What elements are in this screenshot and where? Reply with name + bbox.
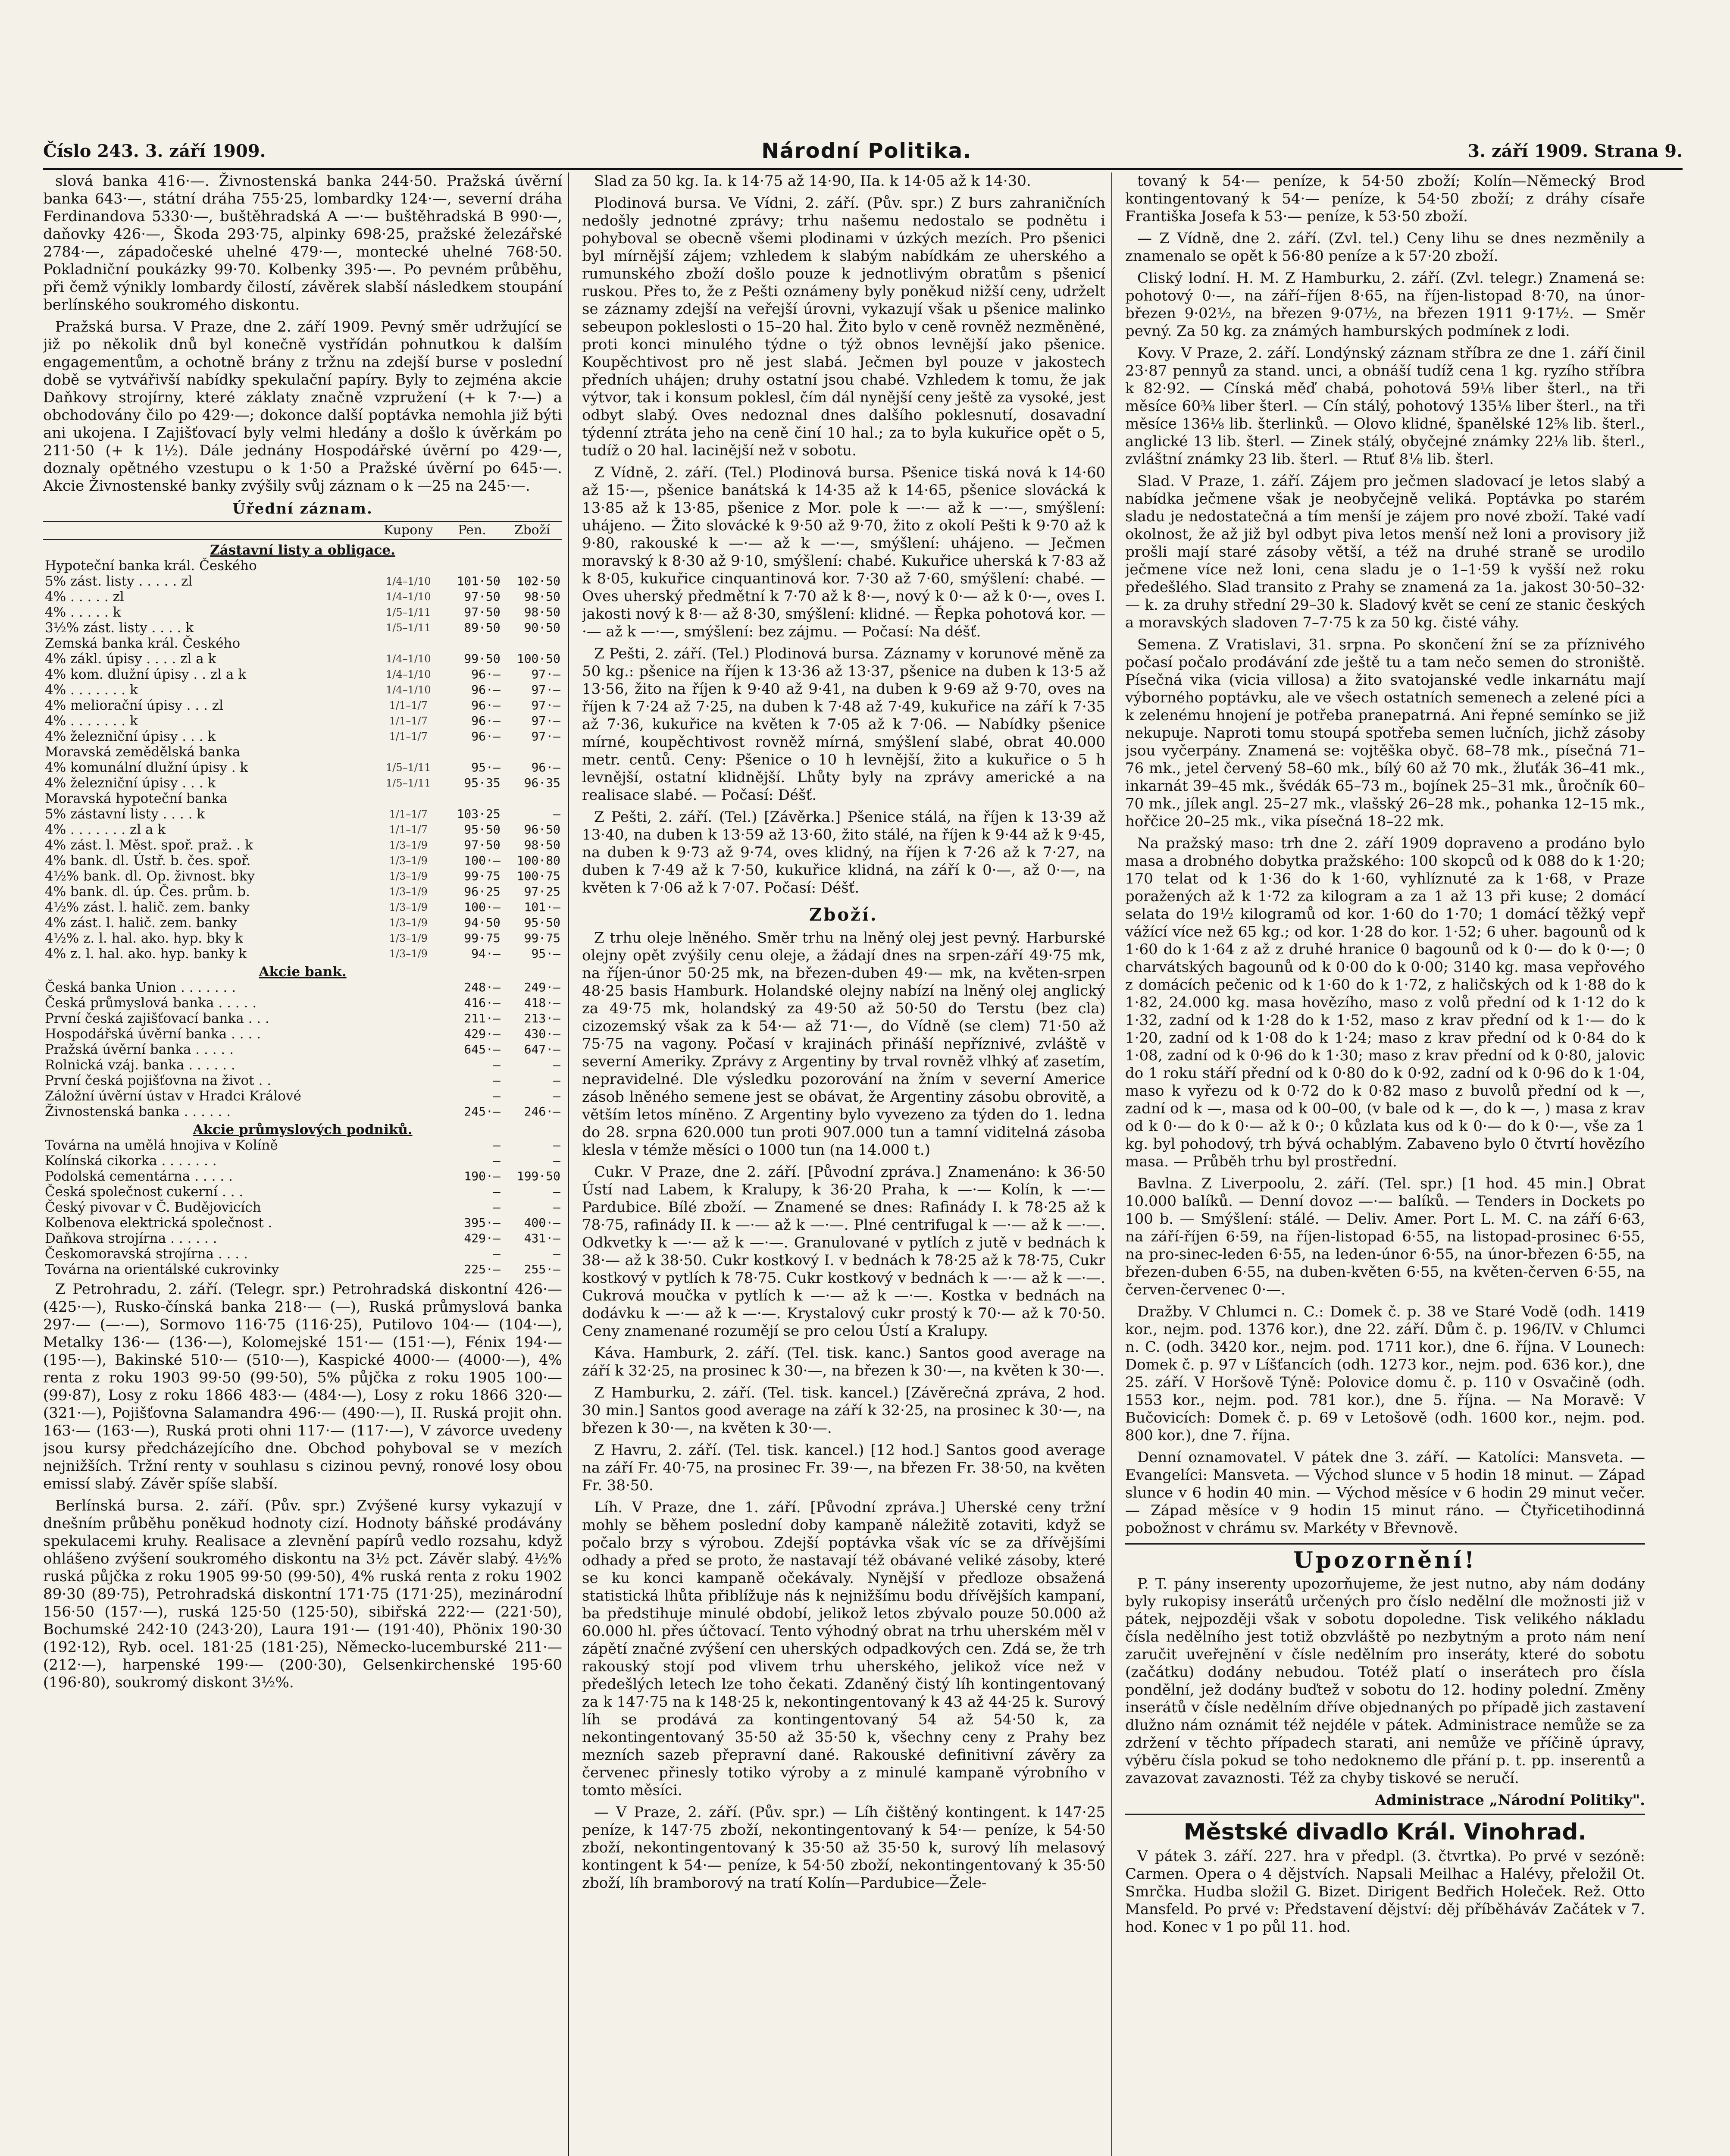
table-row	[43, 1073, 562, 1088]
cell-name: Továrna na umělá hnojiva v Kolíně	[45, 1138, 278, 1153]
cell-name: Česká průmyslová banka . . . . .	[45, 995, 257, 1011]
vienna-bourse-report: slová banka 416·—. Živnostenská banka 244·50. Pražská úvěrní banka 643·—, státní dráha 755·25, lombardky 124·—, severní dráha Ferdinandova 5330·—, buštěhradská A —·— buštěhradská B 990·—, daňovky 426·—, Škoda 293·75, alpinky 698·25, pražské železářské 2784·—, západočeské uhelné 479·—, montecké uhelné 768·50. Pokladniční poukázky 99·70. Kolbenky 395·—. Po pevném průběhu, při čemž výnikly lombardy čilostí, závěrek slabší následkem stoupání berlínského soukromého diskontu.	[43, 172, 562, 313]
cell-kup: 1/5–1/11	[385, 777, 431, 789]
securities-table-body	[43, 539, 562, 1277]
cell-name: 4% bank. dl. úp. Čes. prům. b.	[45, 884, 250, 899]
cell-name: 4% zást. l. Měst. spoř. praž. . k	[45, 837, 253, 853]
table-row	[43, 775, 562, 791]
cell-kup	[375, 1138, 442, 1153]
cell-kup: 1/1–1/7	[389, 699, 428, 711]
coffee-hamburg-closing: Z Hamburku, 2. září. (Tel. tisk. kancel.) [Závěrečná zpráva, 2 hod. 30 min.] Santos good average na září k 32·25, na prosinec k 30·—, na březen k 30·—, na květen k 30·—.	[582, 1384, 1105, 1437]
cell-pen	[442, 558, 502, 573]
cell-zbozi: 96·35	[524, 776, 560, 790]
table-row	[43, 1138, 562, 1153]
cell-pen: —	[493, 1058, 501, 1072]
table-row	[43, 1169, 562, 1184]
cell-pen: 100·—	[464, 900, 501, 914]
cell-kup: 1/4–1/10	[385, 668, 431, 680]
cell-pen: —	[493, 1073, 501, 1087]
cell-zbozi: —	[553, 1200, 560, 1214]
cell-zbozi: 102·50	[516, 574, 560, 588]
cell-zbozi: 249·—	[524, 980, 560, 994]
cell-pen: 645·—	[464, 1042, 501, 1056]
cell-name: 3½% zást. listy . . . . k	[45, 620, 194, 636]
cell-zbozi: 97·—	[531, 698, 560, 712]
cell-zbozi: 255·—	[524, 1262, 560, 1276]
table-row	[43, 698, 562, 713]
section-label: Akcie bank.	[259, 964, 347, 980]
cell-zbozi: —	[553, 1073, 560, 1087]
cell-pen: —	[493, 1200, 501, 1214]
cell-pen: 95·—	[471, 760, 501, 774]
col-header-pen: Pen.	[442, 521, 502, 539]
table-row	[43, 1104, 562, 1119]
cell-name: 4% zákl. úpisy . . . . zl a k	[45, 651, 216, 667]
securities-table	[43, 521, 562, 1277]
cell-pen	[442, 636, 502, 651]
cell-zbozi: 95·—	[531, 946, 560, 961]
page-number: 3. září 1909. Strana 9.	[1467, 141, 1683, 161]
column-3	[1125, 172, 1651, 2156]
daily-notices: Denní oznamovatel. V pátek dne 3. září. — Katolíci: Mansveta. — Evangelíci: Mansveta. — Východ slunce v 5 hodin 18 minut. — Západ slunce v 6 hodin 40 min. — Východ měsíce v 6 hodin 29 minut večer. — Západ měsíce v 9 hodin 15 minut ráno. — Čtyřicetihodinná pobožnost v chrámu sv. Markéty v Břevnově.	[1125, 1449, 1645, 1537]
linseed-oil-market: Z trhu oleje lněného. Směr trhu na lněný olej jest pevný. Harburské olejny opět zvýšily cenu oleje, a žádají dnes na srpen-září 49·75 mk, na říjen-únor 50·25 mk, na březen-duben 49·— mk, na květen-srpen 48·25 basis Hamburk. Holandské olejny nabízí na lněný olej anglický za 49·75 mk, holandský za 49·50 až 50·50 do Terstu (bez cla) cizozemský však za k 54·— až 71·—, do Vídně (se clem) 71·50 až 75·75 na vagony. Počasí v krajinách přináší nepříznivé, zvláště v severní Ameriky. Zprávy z Argentiny by trval rovněž vlhký ať zasetím, nepravidelné. Dle výsledku pozorování na žním v severní Americe zásob lněného semene jest se obávat, že Argentiny zásobu obrovitě, a větším letos míněno. Z Argentiny bylo vyvezeno za týden do 1. ledna do 28. srpna 620.000 tun proti 907.000 tun a tamní viditelná zásoba klesla v témže měsíci o 1000 tun (na 14.000 t.)	[582, 929, 1105, 1159]
cell-name: 4½% bank. dl. Op. živnost. bky	[45, 868, 255, 884]
cell-kup	[375, 1169, 442, 1184]
cell-zbozi	[502, 744, 562, 760]
cell-pen: 89·50	[464, 620, 501, 635]
cell-kup	[375, 1231, 442, 1246]
coffee-hamburg: Káva. Hamburk, 2. září. (Tel. tisk. kanc.) Santos good average na září k 32·25, na prosinec k 30·—, na březen k 30·—, na květen k 30·—.	[582, 1344, 1105, 1379]
berlin-bourse-report: Berlínská bursa. 2. září. (Pův. spr.) Zvýšené kursy vykazují v dnešním průběhu poněkud hodnoty cizí. Hodnoty báňské prodávány spekulacemi kruhy. Realisace a zlevnění papírů vedlo rozsahu, když ohlášeno zvýšení soukromého diskontu na 3½ pct. Závěr slabý. 4½% ruská půjčka z roku 1905 99·50 (99·50), 4% ruská renta z roku 1902 89·30 (89·75), Petrohradská diskontní 171·75 (171·25), mezinárodní 156·50 (157·—), ruská 125·50 (125·50), sibiřská 222·— (221·50), Bochumské 242·10 (243·20), Laura 191·— (191·40), Phönix 190·30 (192·12), Ryb. ocel. 181·25 (181·25), Německo-lucemburské 211·— (212·—), harpenské 199·— (200·30), Gelsenkirchenské 195·60 (196·80), soukromý diskont 3½%.	[43, 1497, 562, 1691]
table-row	[43, 822, 562, 837]
cell-kup: 1/3–1/9	[389, 855, 428, 867]
cell-pen: 99·50	[464, 652, 501, 666]
cell-name: Kolbenova elektrická společnost .	[45, 1215, 272, 1231]
notice-box	[1125, 1543, 1645, 1815]
table-row	[43, 806, 562, 822]
cell-pen: 97·50	[464, 838, 501, 852]
cell-name: 4½% zást. l. halič. zem. banky	[45, 899, 250, 915]
table-row	[43, 1026, 562, 1042]
cell-pen: 99·75	[464, 869, 501, 883]
cell-pen	[442, 791, 502, 806]
cell-kup	[375, 980, 442, 995]
cell-zbozi: 213·—	[524, 1011, 560, 1025]
cell-zbozi: 100·75	[516, 869, 560, 883]
cell-zbozi	[502, 791, 562, 806]
table-row	[43, 744, 562, 760]
cell-zbozi: 97·—	[531, 667, 560, 681]
col-header-name	[43, 521, 375, 539]
cell-zbozi: 199·50	[516, 1169, 560, 1183]
cell-pen: 94·50	[464, 915, 501, 930]
vienna-produce-telegram: Z Vídně, 2. září. (Tel.) Plodinová bursa. Pšenice tiská nová k 14·60 až 15·—, pšenice banátská k 14·35 až k 14·65, pšenice slovácká k 13·85 až k 13·85, pšenice z Mor. pole k —·— až k —·—, smýšlení: uhájeno. — Žito slovácké k 9·50 až 9·70, žito z okolí Pešti k 9·70 až k 9·80, rakouské k —·— až k —·—, smýšlení: uhájeno. — Ječmen moravský k 8·30 až 9·10, smýšlení: chabé. Kukuřice uherská k 7·83 až k 8·05, kukuřice cinquantinová kor. 7·30 až 7·60, smýšlení: chabé. — Oves uherský předmětní k 7·70 až k 8·—, nový k 0·— až k 0·—, oves I. jakosti nový k 8·— až 8·30, smýšlení: klidné. — Řepka pohotová kor. —·— až k —·—, smýšlení: bez zájmu. — Počasí: Na déšť.	[582, 464, 1105, 640]
cell-name: Záložní úvěrní ústav v Hradci Králové	[45, 1088, 301, 1104]
cell-zbozi: 101·—	[524, 900, 560, 914]
cell-pen: —	[493, 1247, 501, 1261]
cell-pen: 245·—	[464, 1104, 501, 1119]
masthead	[43, 138, 1683, 164]
cell-zbozi: 418·—	[524, 996, 560, 1010]
cell-kup	[375, 791, 442, 806]
cell-kup: 1/1–1/7	[389, 730, 428, 743]
col-header-zbozi: Zboží	[502, 521, 562, 539]
cell-pen: 97·50	[464, 605, 501, 619]
cell-zbozi: 96·50	[524, 822, 560, 837]
table-section-header	[43, 539, 562, 558]
table-row	[43, 1215, 562, 1231]
table-row	[43, 1011, 562, 1026]
table-row	[43, 1246, 562, 1262]
cell-kup	[375, 1026, 442, 1042]
cell-name: 4% kom. dlužní úpisy . . zl a k	[45, 667, 247, 682]
cell-zbozi: 96·—	[531, 760, 560, 774]
cell-pen: —	[493, 1138, 501, 1152]
cell-zbozi: 95·50	[524, 915, 560, 930]
notice-text: P. T. pány inserenty upozorňujeme, že jest nutno, aby nám dodány byly rukopisy inserátů určených pro číslo nedělní dle možnosti již v pátek, nejpozději však v sobotu dopoledne. Tisk velikého nákladu čísla nedělního jest totiž obzvláště po nezbytným a proto nám není zaručit uveřejnění v čísle nedělním pro inseráty, které do sobotu (začátku) dodány nebudou. Totéž platí o inserátech pro čísla pondělní, jež dodány buďtež v sobotu do 12. hodiny polední. Změny inserátů v čísle nedělním dříve objednaných po případě jich zastavení dlužno nám oznámit též nejdéle v pátek. Administrace nemůže se za zdržení v těchto případech starati, ani nemůže ve příčině úpravy, výběru čísla pokud se toho nedoknemo dle přání p. t. pp. inserentů a zavazovat zavaznosti. Též za chyby tiskové se neručí.	[1125, 1575, 1645, 1787]
table-row	[43, 1262, 562, 1277]
cell-name: Český pivovar v Č. Budějovicích	[45, 1200, 261, 1215]
cell-name: 4% . . . . . . . k	[45, 713, 138, 729]
cell-pen: 96·—	[471, 667, 501, 681]
cell-kup: 1/5–1/11	[385, 761, 431, 774]
table-row	[43, 915, 562, 931]
cell-kup	[375, 1073, 442, 1088]
theatre-programme: V pátek 3. září. 227. hra v předpl. (3. čtvrtka). Po prvé v sezóně: Carmen. Opera o 4 dějstvích. Napsali Meilhac a Halévy, přeložil Ot. Smrčka. Hudba složil G. Bizet. Dirigent Bedřich Holeček. Rež. Otto Mansfeld. Po prvé v: Představení dějství: děj příběháváv Začátek v 7. hod. Konec v 1 po půl 11. hod.	[1125, 1848, 1645, 1936]
cell-zbozi: 246·—	[524, 1104, 560, 1119]
column-1	[43, 172, 569, 2156]
cell-kup	[375, 1184, 442, 1200]
table-row	[43, 1153, 562, 1169]
cell-name: 4% železniční úpisy . . . k	[45, 775, 216, 791]
cell-zbozi: 431·—	[524, 1231, 560, 1245]
cell-pen: 97·50	[464, 589, 501, 604]
cell-zbozi: 98·50	[524, 838, 560, 852]
issue-number: Číslo 243. 3. září 1909.	[43, 141, 266, 161]
table-row	[43, 1057, 562, 1073]
petersburg-bourse-report: Z Petrohradu, 2. září. (Telegr. spr.) Petrohradská diskontní 426·— (425·—), Rusko-čínská banka 218·— (—), Ruská průmyslová banka 297·— (—·—), Sormovo 116·75 (116·25), Putilovo 104·— (104·—), Metalky 136·— (136·—), Kolomejské 151·— (151·—), Fénix 194·— (195·—), Bakinské 510·— (510·—), Kaspické 4000·— (4000·—), 4% renta z roku 1903 99·50 (99·50), 5% půjčka z roku 1905 100·— (99·87), Losy z roku 1866 483·— (484·—), Losy z roku 1866 320·— (321·—), Pojišťovna Salamandra 496·— (490·—), II. Ruská projit ohn. 163·— (163·—), Ruská proti ohni 117·— (117·—), V závorce uvedeny jsou kursy předcházejícího dne. Obchod pohyboval se v mezích nejnižších. Tržní renty v souhlasu s cizinou pevný, ronové losy obou emissí slabý. Závěr spíše slabší.	[43, 1281, 562, 1492]
cell-zbozi: —	[553, 1089, 560, 1103]
cell-zbozi: 98·50	[524, 589, 560, 604]
table-row	[43, 837, 562, 853]
cell-kup	[375, 1042, 442, 1057]
cell-kup: 1/4–1/10	[385, 653, 431, 665]
cell-zbozi: 647·—	[524, 1042, 560, 1056]
cell-zbozi: 400·—	[524, 1216, 560, 1230]
cell-name: 4% . . . . . k	[45, 605, 121, 620]
cell-name: 4½% z. l. hal. ako. hyp. bky k	[45, 931, 243, 946]
section-label: Akcie průmyslových podniků.	[193, 1122, 413, 1138]
cell-zbozi	[502, 636, 562, 651]
cell-zbozi: —	[553, 1247, 560, 1261]
cell-zbozi: 100·50	[516, 652, 560, 666]
cell-name: 4% . . . . . . . zl a k	[45, 822, 166, 837]
cell-pen: 248·—	[464, 980, 501, 994]
cell-pen: 96·25	[464, 884, 501, 899]
securities-table-header	[43, 521, 562, 539]
table-row	[43, 884, 562, 899]
section-label: Zástavní listy a obligace.	[210, 542, 395, 558]
spirits-prague: — V Praze, 2. září. (Pův. spr.) — Líh čištěný kontingent. k 147·25 peníze, k 147·75 zboží, nekontingentovaný k 54·— peníze, k 54·50 zboží, nekontingentovaný k 35·50 až 35·50 k, surový líh melasový kontingent k 54·— peníze, k 54·50 zboží, nekontingentovaný k 35·50 zboží, líh bramborový na tratí Kolín—Pardubice—Žele-	[582, 1804, 1105, 1892]
cell-kup	[375, 1153, 442, 1169]
cell-name: Hypoteční banka král. Českého	[45, 558, 257, 573]
cell-kup	[375, 1088, 442, 1104]
cell-name: Českomoravská strojírna . . . .	[45, 1246, 248, 1262]
table-row	[43, 573, 562, 589]
cell-name: Živnostenská banka . . . . . .	[45, 1104, 231, 1119]
cell-kup: 1/1–1/7	[389, 715, 428, 727]
seeds-market: Semena. Z Vratislavi, 31. srpna. Po skončení žní se za příznivého počasí počalo prodávání zde ještě tu a tam nečo semen do stroniště. Písečná vika (vicia villosa) a žito svatojanské vedle inkarnátu mají výborného poptávku, ale ve všech ostatních semenech a zelené píci a k zelenému hnojení je potřeba pranepatrná. Ani řepné semínko se již nekupuje. Naproti tomu stoupá spotřeba semen lučních, jichž zásoby jsou vyčerpány. Znamená se: vojtěška obyč. 68–78 mk., písečná 71–76 mk., jetel červený 58–60 mk., bílý 60 až 70 mk., žluťák 36–41 mk., inkarnát 39–45 mk., švédák 65–73 m., bojínek 25–31 mk., ůročník 60–70 mk., jílek angl. 25–27 mk., vlašský 26–28 mk., pohanka 12–15 mk., hořčice 20–25 mk., vika písečná 18–22 mk.	[1125, 636, 1645, 830]
cell-kup: 1/1–1/7	[389, 808, 428, 820]
cell-pen: 211·—	[464, 1011, 501, 1025]
table-row	[43, 589, 562, 605]
sugar-hamburg: Cliský lodní. H. M. Z Hamburku, 2. září. (Zvl. telegr.) Znamená se: pohotový 0·—, na září–říjen 8·65, na říjen-listopad 8·70, na únor-březen 9·02½, na březen 9·07½, na březen 1911 9·17½. — Směr pevný. Za 50 kg. za známých hamburských podmínek z lodi.	[1125, 270, 1645, 340]
cell-kup: 1/1–1/7	[389, 824, 428, 836]
table-row	[43, 980, 562, 995]
cell-kup: 1/4–1/10	[385, 575, 431, 587]
cell-pen: 225·—	[464, 1262, 501, 1276]
cell-name: 4% . . . . . . . k	[45, 682, 138, 698]
pest-produce-bourse: Z Pešti, 2. září. (Tel.) Plodinová bursa. Záznamy v korunové měně za 50 kg.: pšenice na říjen k 13·36 až 13·37, pšenice na duben k 13·5 až 13·56, žito na říjen k 9·40 až 9·41, na duben k 9·69 až 9·70, oves na říjen k 7·24 až 7·25, na duben k 7·48 až 7·49, kukuřice na září k 7·35 až 7·36, kukuřice na květen k 7·05 až k 7·06. — Nabídky pšenice mírné, koupěchtivost rovněž mírná, smýšlení slabé, obrat 40.000 metr. centů. Ceny: Pšenice o 10 h levnější, žito a kukuřice o 5 h levnější, ostatní klidnější. Lhůty byly na zprávy americké a na realisace slabé. — Počasí: Déšť.	[582, 645, 1105, 804]
cell-pen: 103·25	[457, 807, 501, 821]
table-row	[43, 1042, 562, 1057]
table-section-header	[43, 962, 562, 980]
cell-kup	[375, 558, 442, 573]
cell-zbozi	[502, 558, 562, 573]
cell-name: Moravská hypoteční banka	[45, 791, 228, 806]
cell-pen	[442, 744, 502, 760]
cell-kup: 1/5–1/11	[385, 606, 431, 618]
table-row	[43, 651, 562, 667]
cell-kup: 1/3–1/9	[389, 886, 428, 898]
cell-kup: 1/3–1/9	[389, 917, 428, 929]
cell-zbozi: 98·50	[524, 605, 560, 619]
table-row	[43, 713, 562, 729]
table-row	[43, 1200, 562, 1215]
cell-name: 4% meliorační úpisy . . . zl	[45, 698, 224, 713]
cell-name: První česká zajišťovací banka . . .	[45, 1011, 269, 1026]
notice-title: Upozornění!	[1293, 1547, 1477, 1573]
table-row	[43, 620, 562, 636]
cell-zbozi: 97·—	[531, 683, 560, 697]
auctions: Dražby. V Chlumci n. C.: Domek č. p. 38 ve Staré Vodě (odh. 1419 kor., nejm. pod. 1376 kor.), dne 22. září. Dům č. p. 196/IV. v Chlumci n. C. (odh. 3420 kor., nejm. pod. 1711 kor.), dne 6. října. V Lounech: Domek č. p. 97 v Líšťancích (odh. 1273 kor., nejm. pod. 636 kor.), dne 25. září. V Horšově Týně: Polovice domu č. p. 110 v Osvačině (odh. 1553 kor., nejm. pod. 781 kor.), dne 5. října. — Na Moravě: V Bučovicích: Domek č. p. 69 v Letošově (odh. 1600 kor., nejm. pod. 800 kor.), dne 7. října.	[1125, 1303, 1645, 1444]
cell-name: Podolská cementárna . . . . .	[45, 1169, 233, 1184]
cell-name: Česká společnost cukerní . . .	[45, 1184, 244, 1200]
cell-name: Rolnická vzáj. banka . . . . . .	[45, 1057, 235, 1073]
column-2	[582, 172, 1112, 2156]
table-row	[43, 1184, 562, 1200]
cell-name: Kolínská cikorka . . . . . . .	[45, 1153, 217, 1169]
columns	[43, 172, 1683, 2156]
cell-zbozi: 97·—	[531, 714, 560, 728]
cell-zbozi: 97·—	[531, 729, 560, 743]
official-listing-title: Úřední záznam.	[232, 500, 373, 517]
cell-name: 5% zástavní listy . . . . k	[45, 806, 205, 822]
table-row	[43, 760, 562, 775]
table-row	[43, 899, 562, 915]
table-row	[43, 791, 562, 806]
cell-kup: 1/5–1/11	[385, 622, 431, 634]
cell-pen: 96·—	[471, 698, 501, 712]
cell-zbozi: —	[553, 1058, 560, 1072]
malt-prices: Slad za 50 kg. Ia. k 14·75 až 14·90, IIa. k 14·05 až k 14·30.	[594, 172, 1031, 190]
col-header-kupony: Kupony	[375, 521, 442, 539]
cotton-market: Bavlna. Z Liverpoolu, 2. září. (Tel. spr.) [1 hod. 45 min.] Obrat 10.000 balíků. — Denní dovoz —·— balíků. — Tenders in Dockets po 100 b. — Smýšlení: stálé. — Deliv. Amer. Port L. M. C. na září 6·63, na září-říjen 6·59, na říjen-listopad 6·55, na listopad-prosinec 6·55, na pro-sinec-leden 6·55, na leden-únor 6·55, na únor-březen 6·55, na březen-duben 6·55, na duben-květen 6·55, na květen-červen 6·55, na červen-červenec 0·—.	[1125, 1175, 1645, 1298]
cell-name: Hospodářská úvěrní banka . . . .	[45, 1026, 261, 1042]
cell-pen: 190·—	[464, 1169, 501, 1183]
cell-name: 4% z. l. hal. ako. hyp. banky k	[45, 946, 247, 962]
cell-pen: —	[493, 1153, 501, 1168]
table-row	[43, 995, 562, 1011]
cell-name: 4% bank. dl. Ústř. b. čes. spoř.	[45, 853, 251, 868]
cell-zbozi: 90·50	[524, 620, 560, 635]
cell-pen: 429·—	[464, 1027, 501, 1041]
cell-pen: —	[493, 1185, 501, 1199]
cell-pen: 416·—	[464, 996, 501, 1010]
cell-name: Továrna na orientálské cukrovinky	[45, 1262, 279, 1277]
cell-kup	[375, 1215, 442, 1231]
table-row	[43, 729, 562, 744]
table-row	[43, 667, 562, 682]
table-row	[43, 1088, 562, 1104]
cell-name: 5% zást. listy . . . . . zl	[45, 573, 193, 589]
cell-kup	[375, 995, 442, 1011]
cell-name: 4% . . . . . zl	[45, 589, 124, 605]
table-row	[43, 931, 562, 946]
cell-name: 4% zást. l. halič. zem. banky	[45, 915, 237, 931]
cell-pen: 95·35	[464, 776, 501, 790]
cell-pen: 101·50	[457, 574, 501, 588]
cell-zbozi: —	[553, 1153, 560, 1168]
table-row	[43, 605, 562, 620]
cell-zbozi: 99·75	[524, 931, 560, 945]
table-row	[43, 853, 562, 868]
cell-kup	[375, 1011, 442, 1026]
table-row	[43, 636, 562, 651]
goods-section-title: Zboží.	[809, 905, 878, 925]
cell-pen: 99·75	[464, 931, 501, 945]
cell-pen: —	[493, 1089, 501, 1103]
table-section-header	[43, 1119, 562, 1138]
notice-signature: Administrace „Národní Politiky".	[1375, 1792, 1645, 1809]
newspaper-title: Národní Politika.	[761, 139, 972, 163]
cell-pen: 429·—	[464, 1231, 501, 1245]
cell-kup	[375, 1246, 442, 1262]
table-row	[43, 1231, 562, 1246]
meat-market: Na pražský maso: trh dne 2. září 1909 dopraveno a prodáno bylo masa a drobného dobytka pražského: 100 skopců od k 088 do k 1·20; 170 telat od k 1·36 do k 1·60, vyhlíznuté za k 1·68, v Praze poražených až k 1·72 za kilogram a za 1 až 13 při kuse; 2 domácí selata do 19½ kilogramů od kor. 1·60 do 1·70; 1 domácí těžký vepř vážící více než 65 kg.; od kor. 1·28 do kor. 1·52; 6 uher. bagounů od k 1·60 do k 1·64 z až z druhé hranice 0 bagounů od k 0·— do k 0·—; 0 charvátských bagounů od k 0·00 do k 0·00; 3140 kg. masa vepřového z domácích pečenic od k 1·60 do k 1·72, z haličských od k 1·88 do k 1·82, 24.000 kg. masa hovězího, maso z volů přední od k 1·12 do k 1·32, zadní od k 1·28 do k 1·52, maso z krav přední od k 1·— do k 1·20, zadní od k 1·08 do k 1·24; maso z krav přední od k 0·84 do k 1·08, zadní od k 0·96 do k 1·30; maso z krav přední od k 0·80, jalovic do 1 roku stáří přední od k 0·80 do k 0·92, zadní od k 0·96 do k 1·04, maso k vyřezu od k 0·72 do k 0·82 maso z buvolů přední od k —, zadní od k —, masa od k 00–00, (v bale od k —, do k —, ) masa z krav od k 0·— do k 0·— až k 0·; 0 kůzlata kus od k 0·— do k 0·—, vše za 1 kg. byl pohodový, trh bývá ochablým. Zabaveno bylo 0 čtvrtí hovězího masa. — Průběh trhu byl prostřední.	[1125, 835, 1645, 1170]
cell-kup: 1/4–1/10	[385, 684, 431, 696]
cell-name: Pražská úvěrní banka . . . . .	[45, 1042, 234, 1057]
cell-zbozi: —	[553, 1185, 560, 1199]
table-row	[43, 682, 562, 698]
cell-kup: 1/3–1/9	[389, 901, 428, 913]
cell-kup	[375, 636, 442, 651]
cell-pen: 95·50	[464, 822, 501, 837]
cell-zbozi: —	[553, 807, 560, 821]
vienna-produce-bourse: Plodinová bursa. Ve Vídni, 2. září. (Pův. spr.) Z burs zahraničních nedošly jednotné zprávy; trhu našemu nedostalo se podnětu i pohyboval se obecně všemi plodinami v úzkých mezích. Pro pšenici byl mírnější zájem; vzhledem k slabým nabídkám ze uherského a rumunského zboží došlo pouze k jednotlivým obratům s pšenicí ruskou. Přes to, že z Pešti oznámeny byly poněkud nižší ceny, udrželt se záznamy zdejší na veřejší úrovni, vykazují však u pšenice malinko sebeupon pokleslosti o 15–20 hal. Žito bylo v ceně rovněž nezměněné, proti konci minulého týdne o týž obnos levnější jako pšenice. Koupěchtivost pro ně jest slabá. Ječmen byl pouze v jakostech předních uhájen; druhy ostatní jsou chabé. Vzhledem k tomu, že jak výtvor, tak i konsum poklesl, čím dál nynější ceny ještě za vysoké, jest odbyt slabý. Oves nedoznal dnes dalšího poklesnutí, dosavadní týdenní ztráta jeho na ceně činí 10 hal.; za to byla kukuřice opět o 5, tudíž o 20 hal. lacinější než v sobotu.	[582, 194, 1105, 459]
cell-zbozi: —	[553, 1138, 560, 1152]
cell-pen: 100·—	[464, 853, 501, 868]
table-row	[43, 946, 562, 962]
table-row	[43, 558, 562, 573]
sugar-market: Cukr. V Praze, dne 2. září. [Původní zpráva.] Znamenáno: k 36·50 Ústí nad Labem, k Kralupy, k 36·20 Praha, k —·— Kolín, k —·— Pardubice. Bílé zboží. — Znamené se dnes: Rafinády I. k 78·25 až k 78·75, rafinády II. k —·— až k —·—. Plné centrifugal k —·— až k —·—. Odkvetky k —·— až k —·—. Granulované v pytlích z jutě v bednách k 38·— až k 38·50. Cukr kostkový I. v bednách k 78·25 až k 78·75, Cukr kostkový v pytlích k 78·75. Cukr kostkový v bednách k —·— až k —·—. Cukrová moučka v pytlích k —·— až k —·—. Kostka v bednách na dodávku k —·— až k —·—. Krystalový cukr prostý k 70·— až k 70·50. Ceny znamenané rozumějí se pro celou Ústí a Kralupy.	[582, 1163, 1105, 1340]
cell-kup	[375, 1104, 442, 1119]
cell-name: Moravská zemědělská banka	[45, 744, 241, 760]
cell-pen: 96·—	[471, 729, 501, 743]
malt-market: Slad. V Praze, 1. září. Zájem pro ječmen sladovací je letos slabý a nabídka ječmene však je neobyčejně veliká. Poptávka po starém sladu je nedostatečná a tím menší je zájem pro nové zboží. Také vadí okolnost, že až již byl odbyt piva letos menší než loni a provisory již prošli mají staré zásoby větší, a též na druhé straně se urodilo ječmene více než loni, cena sladu je o 1–1·59 k vyšší než roku předešlého. Slad transito z Prahy se znamená za 1a. jakost 30·50–32·— k. za druhy střední 29–30 k. Sladový květ se cení ze stanic českých a moravských sladoven 7–7·75 k za 50 kg. čisté váhy.	[1125, 473, 1645, 631]
cell-kup	[375, 744, 442, 760]
cell-zbozi: 97·25	[524, 884, 560, 899]
spirits-continued: tovaný k 54·— peníze, k 54·50 zboží; Kolín—Německý Brod kontingentovaný k 54·— peníze, k 54·50 zboží; z dráhy císaře Františka Josefa k 53·— peníze, k 53·50 zboží.	[1125, 172, 1645, 225]
theatre-title: Městské divadlo Král. Vinohrad.	[1183, 1819, 1587, 1845]
spirits-market: Líh. V Praze, dne 1. září. [Původní zpráva.] Uherské ceny tržní mohly se během poslední doby kampaně náležitě zotaviti, když se počalo brzy s výrobou. Zdejší poptávka však víc se za dřívějšími odhady a před se proto, že nastavají též obávané veliké zásoby, které se ku konci kampaně očekávaly. Nynější v předloze obsažená statistická lhůta přiblížuje nás k nejnižšímu bodu dřívějších kampaní, ba předstihuje minulé období, jelikož letos zbývalo pouze 50.000 až 60.000 hl. přes účtovací. Tento výhodný obrat na trhu uherském měl v zápětí značné zvýšení cen uherských odpadkových cen. Zdá se, že trh rakouský stojí pod vlivem trhu uherského, jelikož více než v předešlých letech lze toho čekati. Zdaněný čistý líh kontingentovaný za k 147·75 na k 148·25 k, nekontingentovaný k 43 až 44·25 k. Surový líh se prodává za kontingentovaný 54 až 54·50 k, za nekontingentovaný 35·50 až 35·50 k, všechny ceny z Prahy bez mezních sazeb přepravní dané. Rakouské definitivní závěry za červenec přinesly totiko výroby a z minulé kampaně výrobního v tomto měsíci.	[582, 1499, 1105, 1799]
masthead-rule	[43, 168, 1683, 170]
pest-produce-closing: Z Pešti, 2. září. (Tel.) [Závěrka.] Pšenice stálá, na říjen k 13·39 až 13·40, na duben k 13·59 až 13·60, žito stálé, na říjen k 9·44 až k 9·45, na duben k 9·73 až 9·74, oves klidný, na říjen k 7·26 až k 7·27, na duben k 7·49 až k 7·50, kukuřice klidná, na září k 0·—, až 0·—, na květen k 7·06 až k 7·07. Počasí: Déšť.	[582, 808, 1105, 896]
table-row	[43, 868, 562, 884]
cell-name: Daňkova strojírna . . . . . .	[45, 1231, 217, 1246]
cell-name: Česká banka Union . . . . . . .	[45, 980, 236, 995]
cell-zbozi: 100·80	[516, 853, 560, 868]
prague-bourse-report: Pražská bursa. V Praze, dne 2. září 1909. Pevný směr udržující se již po několik dnů byl konečně vystřídán pohnutkou k dalším engagementům, a ochotně brány z tržnu na zdejší burse v poslední době se vytvářivší nabídky spekulační papíry. Byly to zejména akcie Daňkovy strojírny, které záklaty značně vzpružení (+ k 7·—) a obchodovány čilo po 429·—; dokonce další poptávka nemohla již býti ani ukojena. I Zajišťovací byly velmi hledány a došlo k úvěrkám po 211·50 (+ k 1½). Dále jednány Hospodářské úvěrní po 429·—, doznaly opětného vzestupu o k 1·50 a Pražské úvěrní po 645·—. Akcie Živnostenské banky zvýšily svůj záznam o k —25 na 245·—.	[43, 318, 562, 495]
cell-kup: 1/3–1/9	[389, 870, 428, 882]
cell-name: Zemská banka král. Českého	[45, 636, 241, 651]
cell-zbozi: 430·—	[524, 1027, 560, 1041]
cell-name: 4% komunální dlužní úpisy . k	[45, 760, 248, 775]
cell-kup: 1/3–1/9	[389, 948, 428, 960]
cell-kup: 1/3–1/9	[389, 932, 428, 944]
cell-kup: 1/3–1/9	[389, 839, 428, 851]
coffee-havre: Z Havru, 2. září. (Tel. tisk. kancel.) [12 hod.] Santos good average na září Fr. 40·75, na prosinec Fr. 39·—, na březen Fr. 38·50, na květen Fr. 38·50.	[582, 1442, 1105, 1494]
cell-pen: 96·—	[471, 683, 501, 697]
spirits-vienna: — Z Vídně, dne 2. září. (Zvl. tel.) Ceny lihu se dnes nezměnily a znamenalo se opět k 56·80 peníze a k 57·20 zboží.	[1125, 230, 1645, 265]
metals-market: Kovy. V Praze, 2. září. Londýnský záznam stříbra ze dne 1. září činil 23·87 pennyů za stand. unci, a obnáší tudíž cena 1 kg. ryzího stříbra k 82·92. — Cínská měď chabá, pohotová 59⅛ liber šterl., na tři měsíce 60⅜ liber šterl. — Cín stálý, pohotový 135⅛ liber šterl., na tři měsíce 136⅛ lib. šterlinků. — Olovo klidné, španělské 12⅝ lib. šterl., anglické 13 lib. šterl. — Zinek stálý, obyčejné známky 22⅛ lib. šterl., zvláštní známky 23 lib. šterl. — Rtuť 8⅛ lib. šterl.	[1125, 345, 1645, 468]
cell-name: 4% železniční úpisy . . . k	[45, 729, 216, 744]
cell-name: První česká pojišťovna na život . .	[45, 1073, 272, 1088]
cell-kup	[375, 1262, 442, 1277]
cell-pen: 94·—	[471, 946, 501, 961]
cell-kup	[375, 1200, 442, 1215]
cell-pen: 395·—	[464, 1216, 501, 1230]
cell-pen: 96·—	[471, 714, 501, 728]
cell-kup	[375, 1057, 442, 1073]
cell-kup: 1/4–1/10	[385, 591, 431, 603]
